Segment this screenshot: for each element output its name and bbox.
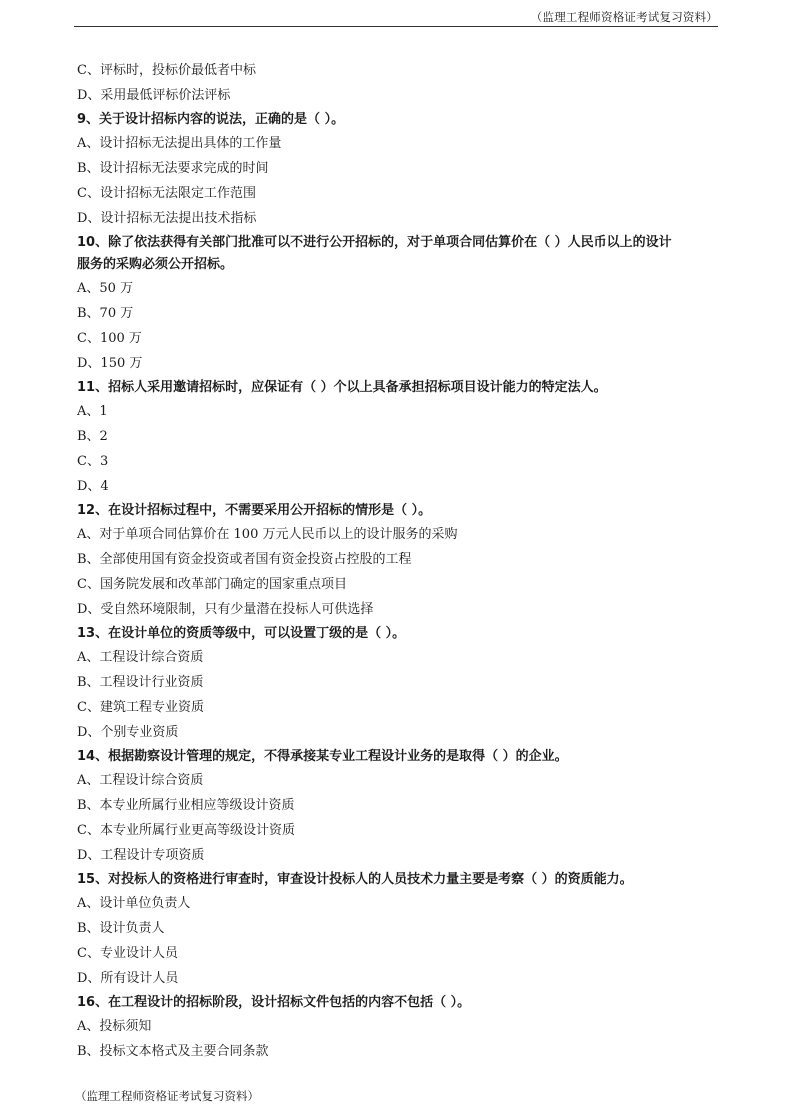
question-text: 15、对投标人的资格进行审查时，审查设计投标人的人员技术力量主要是考察（ ）的资质能力。 [77,872,633,887]
answer-option: B、本专业所属行业相应等级设计资质 [77,798,295,813]
document-body [77,58,717,1064]
answer-option: C、3 [77,454,109,469]
question-text: 16、在工程设计的招标阶段，设计招标文件包括的内容不包括（ ）。 [77,995,471,1010]
answer-option: A、工程设计综合资质 [77,773,204,788]
answer-option: C、评标时，投标价最低者中标 [77,63,256,78]
header-rule [74,26,718,27]
question-line: 10、除了依法获得有关部门批准可以不进行公开招标的，对于单项合同估算价在（ ）人民币以上的设计 [77,235,672,250]
question-text [77,232,717,276]
answer-option: B、工程设计行业资质 [77,675,204,690]
answer-option: A、投标须知 [77,1019,152,1034]
answer-option: D、所有设计人员 [77,971,179,986]
answer-option: A、工程设计综合资质 [77,650,204,665]
answer-option: C、本专业所属行业更高等级设计资质 [77,823,295,838]
question-text: 14、根据勘察设计管理的规定，不得承接某专业工程设计业务的是取得（ ）的企业。 [77,749,568,764]
answer-option: A、1 [77,404,108,419]
answer-option: A、对于单项合同估算价在 100 万元人民币以上的设计服务的采购 [77,527,458,542]
answer-option: D、设计招标无法提出技术指标 [77,211,257,226]
question-text: 9、关于设计招标内容的说法，正确的是（ ）。 [77,112,345,127]
page-header: （监理工程师资格证考试复习资料） [530,10,718,24]
answer-option: C、100 万 [77,331,142,346]
page-footer: （监理工程师资格证考试复习资料） [75,1089,259,1103]
question-text: 11、招标人采用邀请招标时，应保证有（ ）个以上具备承担招标项目设计能力的特定法人。 [77,380,607,395]
answer-option: D、4 [77,479,109,494]
answer-option: B、投标文本格式及主要合同条款 [77,1044,269,1059]
answer-option: D、工程设计专项资质 [77,848,205,863]
answer-option: B、设计招标无法要求完成的时间 [77,161,269,176]
answer-option: C、设计招标无法限定工作范围 [77,186,256,201]
answer-option: C、专业设计人员 [77,946,178,961]
answer-option: C、国务院发展和改革部门确定的国家重点项目 [77,577,347,592]
answer-option: D、个别专业资质 [77,725,179,740]
answer-option: A、设计单位负责人 [77,896,191,911]
answer-option: B、设计负责人 [77,921,165,936]
question-text: 13、在设计单位的资质等级中，可以设置丁级的是（ ）。 [77,626,406,641]
answer-option: D、采用最低评标价法评标 [77,88,231,103]
answer-option: B、2 [77,429,108,444]
question-text: 12、在设计招标过程中，不需要采用公开招标的情形是（ ）。 [77,503,432,518]
answer-option: D、受自然环境限制，只有少量潜在投标人可供选择 [77,602,374,617]
answer-option: C、建筑工程专业资质 [77,700,204,715]
answer-option: B、70 万 [77,306,134,321]
question-line: 服务的采购必须公开招标。 [77,257,234,272]
answer-option: A、50 万 [77,281,134,296]
answer-option: D、150 万 [77,356,143,371]
answer-option: A、设计招标无法提出具体的工作量 [77,136,282,151]
answer-option: B、全部使用国有资金投资或者国有资金投资占控股的工程 [77,552,412,567]
